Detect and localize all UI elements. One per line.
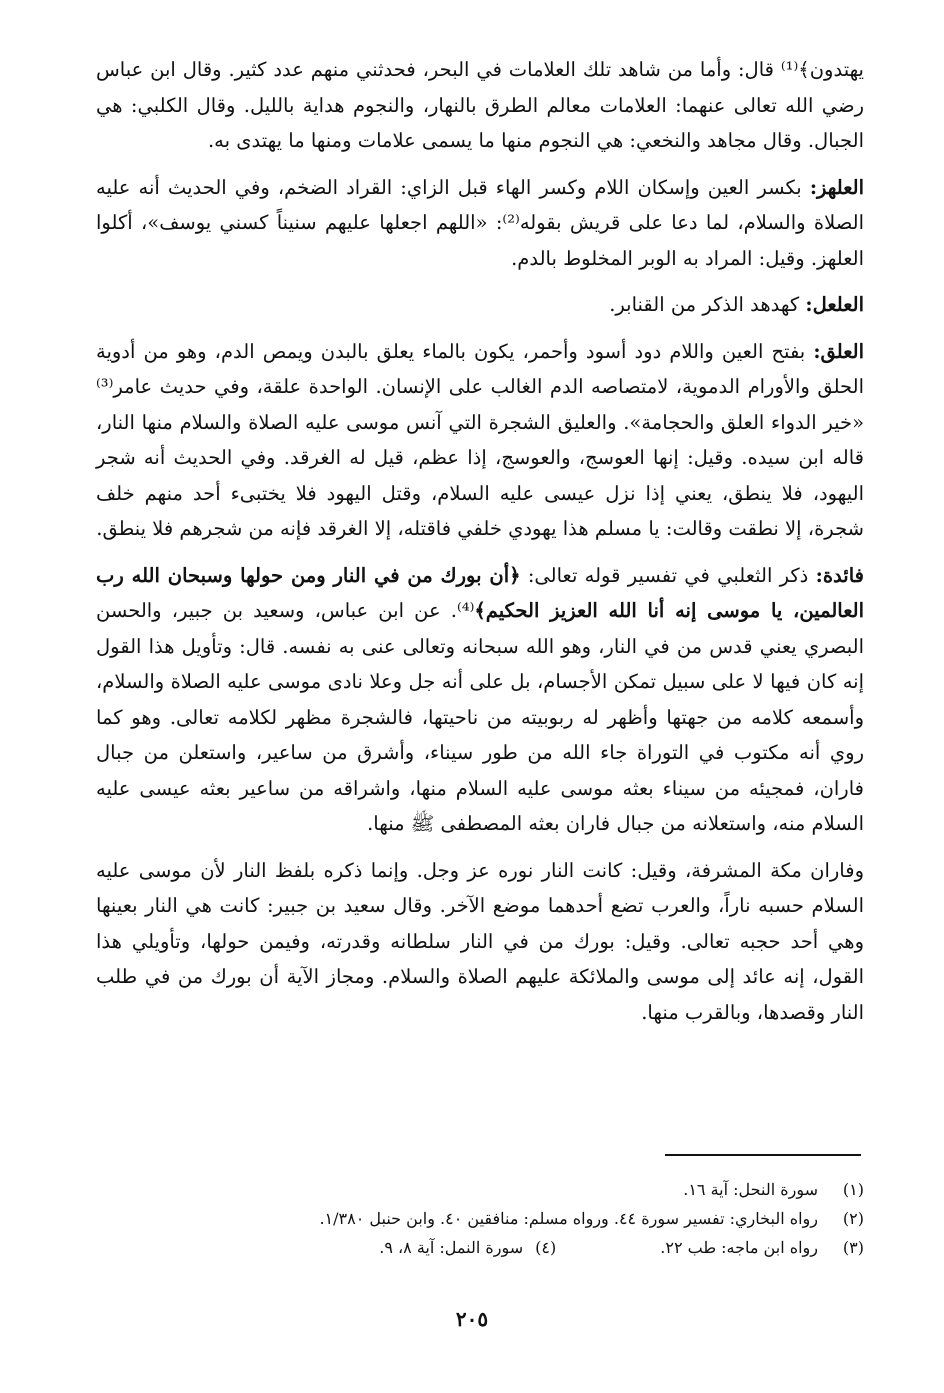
footnote-number: (٣) bbox=[842, 1238, 864, 1257]
entry-text-before-verse: ذكر الثعلبي في تفسير قوله تعالى: bbox=[520, 563, 816, 587]
entry-text-after-verse: ⁽⁴⁾. عن ابن عباس، وسعيد بن جبير، والحسن البصري يعني قدس من في النار، وهو الله سبحانه وتعالى عنى به نفسه. قال: وتأويل هذا القول إنه كان فيها لا على سبيل تمكن الأجسام، بل على أنه جل وعلا نادى موسى عليه الصلاة والسلام، وأسمعه كلامه من جهتها وأظهر له ربوبيته من ناحيتها، فالشجرة مظهر لكلامه تعالى. وهو كما روي أنه مكتوب في التوراة جاء الله من طور سيناء، وأشرق من ساعير، واستعلن من جبال فاران، فمجيئه من سيناء بعثه موسى عليه السلام منها، واشراقه من ساعير بعثه عيسى عليه السلام منه، واستعلانه من جبال فاران بعثه المصطفى ﷺ منها. bbox=[96, 599, 865, 835]
footnote-number: (١) bbox=[842, 1180, 864, 1199]
footnote-number: (٤) bbox=[535, 1238, 557, 1257]
footnote-divider bbox=[665, 1154, 861, 1156]
footnote-1 bbox=[96, 1175, 864, 1204]
footnote-text: سورة النمل: آية ٨، ٩. bbox=[379, 1238, 524, 1257]
footnote-number: (٢) bbox=[842, 1209, 864, 1228]
entry-term: العلهز: bbox=[809, 175, 864, 199]
entry-term: العلق: bbox=[813, 339, 864, 363]
quran-verse: ﴿أن بورك من في النار ومن حولها وسبحان الله رب العالمين، يا موسى إنه أنا الله العزيز الحكيم﴾ bbox=[96, 563, 864, 622]
footnote-text: رواه البخاري: تفسير سورة ٤٤. ورواه مسلم: منافقين ٤٠. وابن حنبل ١/٣٨٠. bbox=[319, 1209, 818, 1228]
paragraph-nujum bbox=[96, 52, 864, 159]
paragraph-text: وفاران مكة المشرفة، وقيل: كانت النار نوره عز وجل. وإنما ذكره بلفظ النار لأن موسى عليه السلام حسبه ناراً، والعرب تضع أحدهما موضع الآخر. وقال سعيد بن جبير: كانت هي النار بعينها وهي أحد حجبه تعالى. وقيل: بورك من في النار سلطانه وقدرته، وفيمن حولها، وتأويلي هذا القول، إنه عائد إلى موسى والملائكة عليهم الصلاة والسلام. ومجاز الآية أن بورك من في طلب النار وقصدها، وبالقرب منها. bbox=[96, 858, 864, 1024]
paragraph-text: يهتدون﴾⁽¹⁾ قال: وأما من شاهد تلك العلامات في البحر، فحدثني منهم عدد كثير. وقال ابن عباس رضي الله تعالى عنهما: العلامات معالم الطرق بالنهار، والنجوم هداية بالليل. وقال الكلبي: هي الجبال. وقال مجاهد والنخعي: هي النجوم منها ما يسمى علامات ومنها ما يهتدى به. bbox=[96, 58, 864, 152]
entry-faida bbox=[96, 558, 864, 842]
entry-term: العلعل: bbox=[805, 293, 864, 316]
footnote-2 bbox=[96, 1204, 864, 1233]
footnote-3-4 bbox=[96, 1233, 864, 1262]
footnote-text: رواه ابن ماجه: طب ٢٢. bbox=[660, 1238, 818, 1257]
entry-alaq bbox=[96, 334, 864, 547]
entry-text: بكسر العين وإسكان اللام وكسر الهاء قبل الزاي: القراد الضخم، وفي الحديث أنه عليه الصلاة والسلام، لما دعا على قريش بقوله⁽²⁾: «اللهم اجعلها عليهم سنيناً كسني يوسف»، أكلوا العلهز. وقيل: المراد به الوبر المخلوط بالدم. bbox=[96, 175, 864, 270]
footnote-spacer bbox=[568, 1233, 648, 1262]
page-number: ٢٠٥ bbox=[455, 1307, 489, 1331]
paragraph-faran bbox=[96, 853, 864, 1031]
entry-text: كهدهد الذكر من القنابر. bbox=[609, 293, 806, 316]
entry-alalhaz bbox=[96, 170, 864, 277]
entry-term: فائدة: bbox=[815, 563, 864, 587]
entry-alalal bbox=[96, 287, 864, 323]
footnotes bbox=[96, 1175, 864, 1262]
entry-text: بفتح العين واللام دود أسود وأحمر، يكون بالماء يعلق بالبدن ويمص الدم، وهو من أدوية الحلق والأورام الدموية، لامتصاصه الدم الغالب على الإنسان. الواحدة علقة، وفي حديث عامر⁽³⁾ «خير الدواء العلق والحجامة». والعليق الشجرة التي آنس موسى عليه الصلاة والسلام منها النار، قاله ابن سيده. وقيل: إنها العوسج، والعوسج، إذا عظم، قيل له الغرقد. وفي الحديث أنه شجر اليهود، فلا ينطق، يعني إذا نزل عيسى عليه السلام، وقتل اليهود فلا يختبىء أحد منهم خلف شجرة، إلا نطقت وقالت: يا مسلم هذا يهودي خلفي فاقتله، إلا الغرقد فإنه من شجرهم فلا ينطق. bbox=[96, 339, 864, 540]
footnote-text: سورة النحل: آية ١٦. bbox=[683, 1180, 818, 1199]
